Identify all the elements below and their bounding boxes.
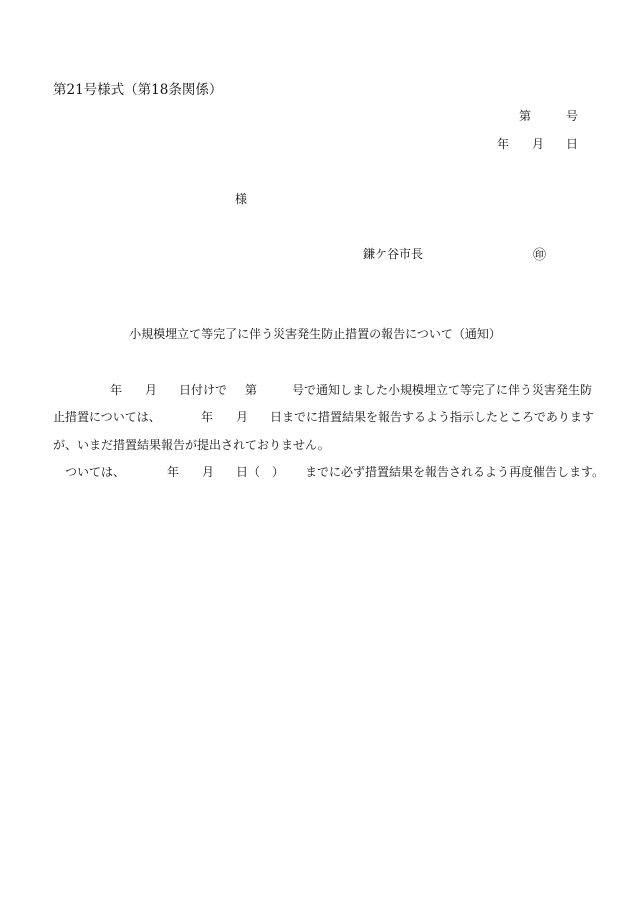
addressee-honorific: 様 (235, 192, 248, 206)
p1-text1: 号で通知しました小規模埋立て等完了に伴う災害発生防 (292, 383, 593, 397)
doc-number-go: 号 (566, 109, 579, 123)
doc-number-dai: 第 (519, 109, 532, 123)
p2-intro: ついては、 (65, 465, 126, 479)
date-month: 月 (532, 137, 545, 151)
p2-day-paren: 日（ ） (236, 465, 285, 479)
sender-title: 鎌ケ谷市長 (363, 247, 424, 261)
p2-text: までに必ず措置結果を報告されるよう再度催告します。 (305, 465, 605, 479)
p1-year: 年 (110, 383, 123, 397)
p1-line3: が、いまだ措置結果報告が提出されておりません。 (53, 438, 330, 452)
p1-month: 月 (145, 383, 158, 397)
p1-dai: 第 (245, 383, 258, 397)
p1-line2-b: 日までに措置結果を報告するよう指示したところであります (270, 410, 594, 424)
p2-year: 年 (167, 465, 180, 479)
form-number-label: 第21号様式（第18条関係） (53, 82, 223, 98)
p1-month2: 月 (236, 410, 249, 424)
p1-day-suffix: 日付けで (179, 383, 228, 397)
p1-year2: 年 (201, 410, 214, 424)
p1-line2-a: 止措置については、 (53, 410, 161, 424)
p2-month: 月 (202, 465, 215, 479)
date-day: 日 (566, 137, 579, 151)
document-subject: 小規模埋立て等完了に伴う災害発生防止措置の報告について（通知） (129, 327, 501, 341)
date-year: 年 (497, 137, 510, 151)
official-seal-mark: ㊞ (533, 248, 547, 263)
